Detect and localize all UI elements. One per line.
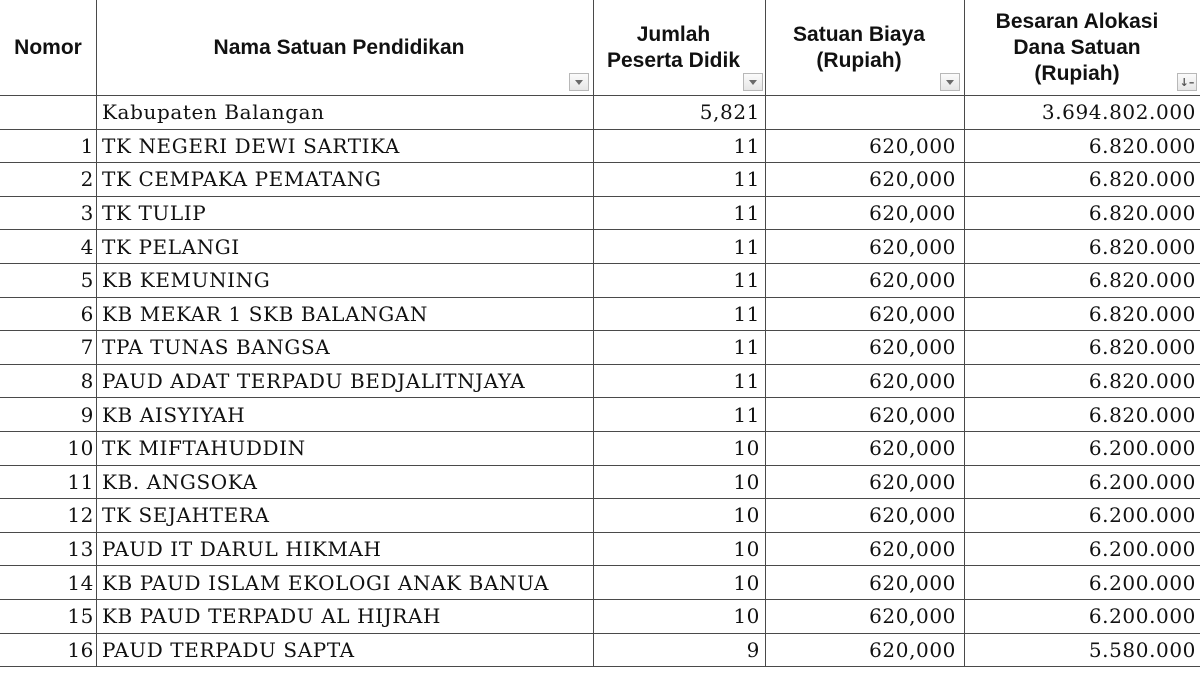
cell-besaran-alokasi[interactable]: 6.820.000: [965, 163, 1200, 197]
cell-nomor[interactable]: 12: [0, 499, 97, 533]
table-row: [0, 163, 1200, 197]
cell-jumlah-peserta[interactable]: 10: [594, 431, 766, 465]
table-row: [0, 230, 1200, 264]
cell-nomor[interactable]: 6: [0, 297, 97, 331]
cell-satuan-biaya[interactable]: 620,000: [766, 163, 965, 197]
cell-besaran-alokasi[interactable]: 6.820.000: [965, 331, 1200, 365]
table-row: [0, 196, 1200, 230]
cell-besaran-alokasi[interactable]: 6.820.000: [965, 297, 1200, 331]
cell-nama-satuan[interactable]: KB. ANGSOKA: [97, 465, 594, 499]
cell-nama-satuan[interactable]: TK SEJAHTERA: [97, 499, 594, 533]
filter-dropdown-icon[interactable]: [940, 73, 960, 91]
cell-jumlah-peserta[interactable]: 11: [594, 364, 766, 398]
cell-jumlah-peserta[interactable]: 10: [594, 465, 766, 499]
cell-besaran-alokasi[interactable]: 6.820.000: [965, 129, 1200, 163]
cell-nama-satuan[interactable]: KB AISYIYAH: [97, 398, 594, 432]
cell-jumlah-peserta[interactable]: 10: [594, 566, 766, 600]
cell-jumlah-peserta[interactable]: 10: [594, 532, 766, 566]
cell-nomor[interactable]: 14: [0, 566, 97, 600]
table-row: [0, 499, 1200, 533]
table-row: [0, 465, 1200, 499]
cell-nomor[interactable]: 13: [0, 532, 97, 566]
cell-satuan-biaya[interactable]: 620,000: [766, 633, 965, 667]
table-row: [0, 331, 1200, 365]
header-biaya-label-line1: Satuan Biaya: [793, 22, 925, 46]
cell-satuan-biaya[interactable]: 620,000: [766, 331, 965, 365]
cell-besaran-alokasi[interactable]: 6.200.000: [965, 499, 1200, 533]
cell-jumlah-peserta[interactable]: 10: [594, 599, 766, 633]
cell-satuan-biaya[interactable]: 620,000: [766, 431, 965, 465]
cell-besaran-alokasi[interactable]: 6.200.000: [965, 465, 1200, 499]
cell-satuan-biaya[interactable]: 620,000: [766, 599, 965, 633]
header-nama-satuan-pendidikan[interactable]: [97, 0, 594, 96]
cell-jumlah-peserta[interactable]: 11: [594, 398, 766, 432]
cell-nama-satuan[interactable]: PAUD TERPADU SAPTA: [97, 633, 594, 667]
summary-nomor-cell[interactable]: [0, 96, 97, 130]
cell-jumlah-peserta[interactable]: 11: [594, 331, 766, 365]
header-jumlah-label-line2: Peserta Didik: [606, 48, 741, 72]
cell-besaran-alokasi[interactable]: 5.580.000: [965, 633, 1200, 667]
header-nomor-label: Nomor: [14, 35, 82, 59]
cell-nama-satuan[interactable]: TK MIFTAHUDDIN: [97, 431, 594, 465]
cell-nomor[interactable]: 2: [0, 163, 97, 197]
cell-nomor[interactable]: 8: [0, 364, 97, 398]
header-biaya-label-line2: (Rupiah): [816, 48, 902, 72]
cell-jumlah-peserta[interactable]: 11: [594, 163, 766, 197]
cell-besaran-alokasi[interactable]: 6.200.000: [965, 532, 1200, 566]
cell-nama-satuan[interactable]: TK PELANGI: [97, 230, 594, 264]
cell-nama-satuan[interactable]: KB MEKAR 1 SKB BALANGAN: [97, 297, 594, 331]
cell-nama-satuan[interactable]: KB KEMUNING: [97, 263, 594, 297]
table-row: [0, 566, 1200, 600]
cell-satuan-biaya[interactable]: 620,000: [766, 364, 965, 398]
header-alokasi-label-line2: Dana Satuan: [1013, 35, 1141, 59]
cell-jumlah-peserta[interactable]: 11: [594, 263, 766, 297]
cell-nama-satuan[interactable]: TPA TUNAS BANGSA: [97, 331, 594, 365]
cell-nomor[interactable]: 11: [0, 465, 97, 499]
cell-nomor[interactable]: 16: [0, 633, 97, 667]
cell-besaran-alokasi[interactable]: 6.200.000: [965, 431, 1200, 465]
cell-besaran-alokasi[interactable]: 6.200.000: [965, 599, 1200, 633]
cell-nomor[interactable]: 7: [0, 331, 97, 365]
summary-alokasi-cell[interactable]: 3.694.802.000: [965, 96, 1200, 130]
cell-satuan-biaya[interactable]: 620,000: [766, 499, 965, 533]
cell-satuan-biaya[interactable]: 620,000: [766, 566, 965, 600]
cell-nomor[interactable]: 1: [0, 129, 97, 163]
cell-nama-satuan[interactable]: KB PAUD TERPADU AL HIJRAH: [97, 599, 594, 633]
header-satuan-biaya[interactable]: [766, 0, 965, 96]
header-row: [0, 0, 1200, 96]
cell-nama-satuan[interactable]: PAUD ADAT TERPADU BEDJALITNJAYA: [97, 364, 594, 398]
cell-nama-satuan[interactable]: PAUD IT DARUL HIKMAH: [97, 532, 594, 566]
table-row: [0, 633, 1200, 667]
cell-satuan-biaya[interactable]: 620,000: [766, 297, 965, 331]
cell-satuan-biaya[interactable]: 620,000: [766, 263, 965, 297]
cell-jumlah-peserta[interactable]: 11: [594, 196, 766, 230]
cell-besaran-alokasi[interactable]: 6.820.000: [965, 263, 1200, 297]
table-row: [0, 263, 1200, 297]
header-nomor[interactable]: [0, 0, 97, 96]
table-row: [0, 398, 1200, 432]
header-alokasi-label-line3: (Rupiah): [1034, 61, 1120, 85]
header-besaran-alokasi[interactable]: [965, 0, 1200, 96]
cell-besaran-alokasi[interactable]: 6.820.000: [965, 230, 1200, 264]
cell-nama-satuan[interactable]: TK NEGERI DEWI SARTIKA: [97, 129, 594, 163]
filter-dropdown-icon[interactable]: [569, 73, 589, 91]
header-alokasi-label-line1: Besaran Alokasi: [995, 9, 1159, 33]
cell-nama-satuan[interactable]: TK TULIP: [97, 196, 594, 230]
cell-satuan-biaya[interactable]: 620,000: [766, 532, 965, 566]
cell-besaran-alokasi[interactable]: 6.820.000: [965, 398, 1200, 432]
summary-biaya-cell[interactable]: [766, 96, 965, 130]
table-row: [0, 431, 1200, 465]
cell-satuan-biaya[interactable]: 620,000: [766, 230, 965, 264]
cell-besaran-alokasi[interactable]: 6.200.000: [965, 566, 1200, 600]
cell-satuan-biaya[interactable]: 620,000: [766, 398, 965, 432]
cell-nomor[interactable]: 5: [0, 263, 97, 297]
cell-jumlah-peserta[interactable]: 11: [594, 297, 766, 331]
cell-jumlah-peserta[interactable]: 10: [594, 499, 766, 533]
cell-besaran-alokasi[interactable]: 6.820.000: [965, 196, 1200, 230]
summary-nama-cell[interactable]: Kabupaten Balangan: [97, 96, 594, 130]
cell-jumlah-peserta[interactable]: 11: [594, 230, 766, 264]
cell-jumlah-peserta[interactable]: 11: [594, 129, 766, 163]
header-jumlah-peserta-didik[interactable]: [594, 0, 766, 96]
summary-jumlah-cell[interactable]: 5,821: [594, 96, 766, 130]
cell-satuan-biaya[interactable]: 620,000: [766, 129, 965, 163]
header-jumlah-label-line1: Jumlah: [636, 22, 711, 46]
cell-nomor[interactable]: 4: [0, 230, 97, 264]
filter-dropdown-icon[interactable]: [743, 73, 763, 91]
cell-nomor[interactable]: 9: [0, 398, 97, 432]
cell-satuan-biaya[interactable]: 620,000: [766, 465, 965, 499]
header-nama-label: Nama Satuan Pendidikan: [213, 35, 465, 59]
cell-nama-satuan[interactable]: TK CEMPAKA PEMATANG: [97, 163, 594, 197]
summary-row: [0, 96, 1200, 130]
table-row: [0, 297, 1200, 331]
sort-descending-filter-icon[interactable]: ↓–: [1177, 73, 1197, 91]
table-row: [0, 129, 1200, 163]
table-row: [0, 532, 1200, 566]
cell-satuan-biaya[interactable]: 620,000: [766, 196, 965, 230]
table-row: [0, 364, 1200, 398]
table-row: [0, 599, 1200, 633]
cell-nomor[interactable]: 3: [0, 196, 97, 230]
cell-jumlah-peserta[interactable]: 9: [594, 633, 766, 667]
cell-nomor[interactable]: 15: [0, 599, 97, 633]
cell-nama-satuan[interactable]: KB PAUD ISLAM EKOLOGI ANAK BANUA: [97, 566, 594, 600]
cell-nomor[interactable]: 10: [0, 431, 97, 465]
cell-besaran-alokasi[interactable]: 6.820.000: [965, 364, 1200, 398]
